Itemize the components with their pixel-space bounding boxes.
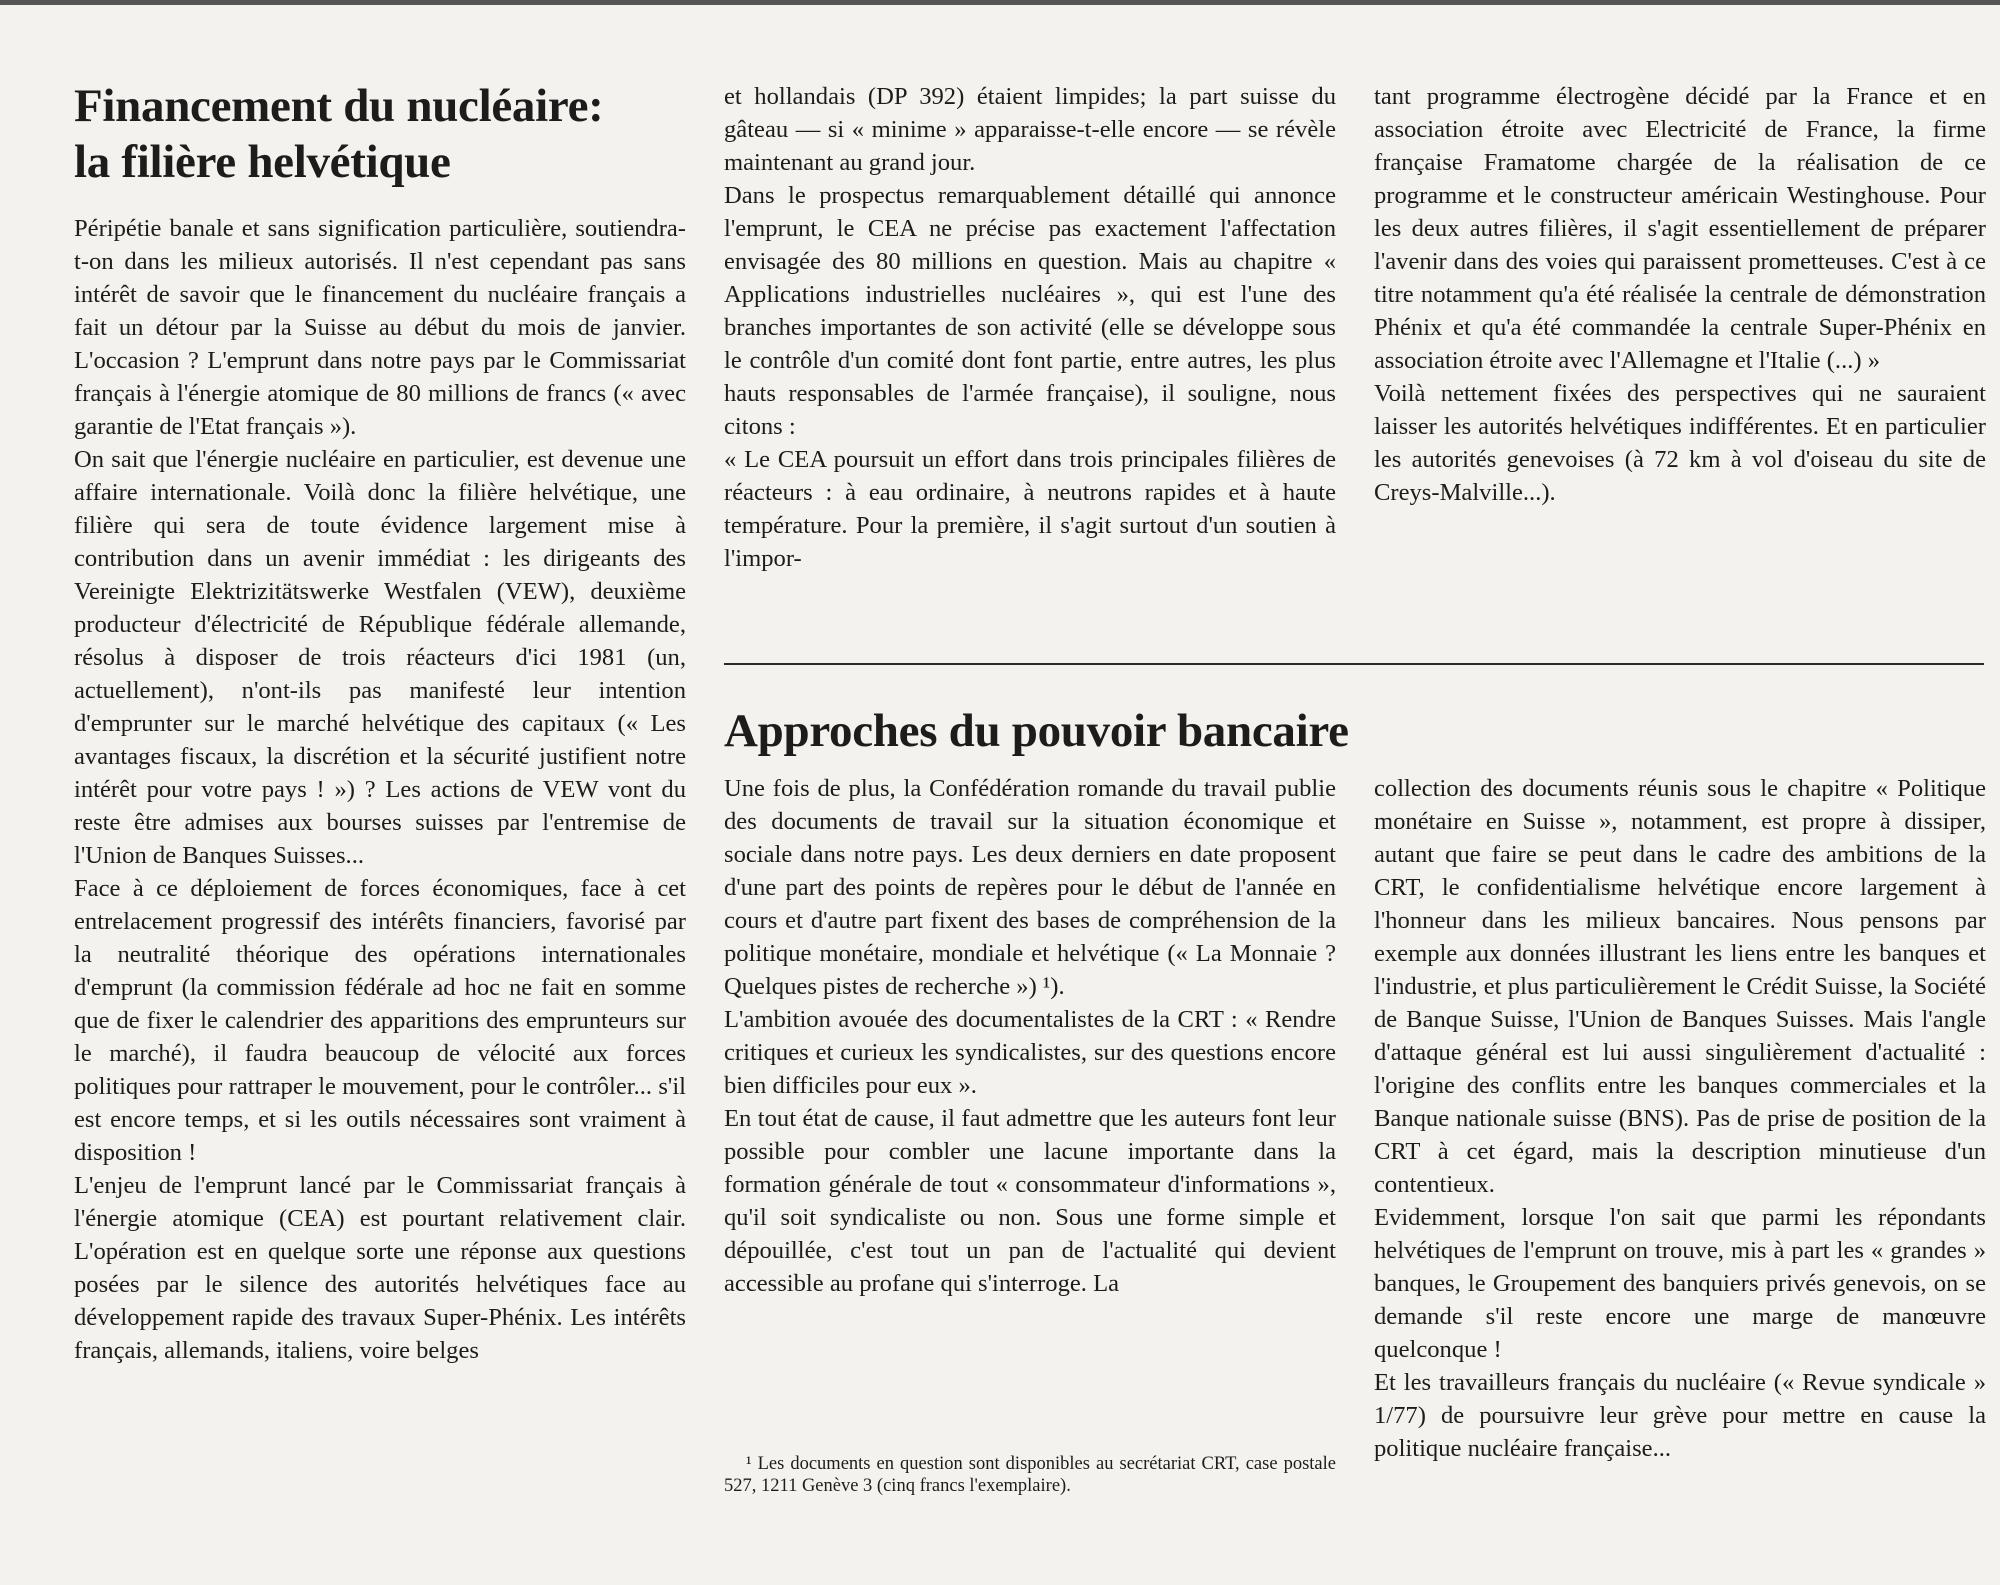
section-divider-rule [724,663,1984,665]
paragraph: Dans le prospectus remarquablement détaillé qui annonce l'emprunt, le CEA ne précise pas exactement l'affectation envisagée des 80 millions en question. Mais au chapitre « Applications industrielles nucléaires », qui est l'une des branches importantes de son activité (elle se développe sous le contrôle d'un comité dont font partie, entre autres, les plus hauts responsables de l'armée française), il souligne, nous citons : [724,182,1336,440]
paragraph: et hollandais (DP 392) étaient limpides; la part suisse du gâteau — si « minime » apparaisse-t-elle encore — se révèle maintenant au grand jour. [724,83,1336,176]
article1-column-3 [1374,80,1986,509]
paragraph: Evidemment, lorsque l'on sait que parmi les répondants helvétiques de l'emprunt on trouve, mis à part les « grandes » banques, le Groupement des banquiers privés genevois, on se demande s'il reste encore une marge de manœuvre quelconque ! [1374,1204,1986,1363]
paragraph: En tout état de cause, il faut admettre que les auteurs font leur possible pour combler une lacune importante dans la formation générale de tout « consommateur d'informations », qu'il soit syndicaliste ou non. Sous une forme simple et dépouillée, c'est tout un pan de l'actualité qui devient accessible au profane qui s'interroge. La [724,1105,1336,1297]
paragraph: L'enjeu de l'emprunt lancé par le Commissariat français à l'énergie atomique (CEA) est pourtant relativement clair. L'opération est en quelque sorte une réponse aux questions posées par le silence des autorités helvétiques face au développement rapide des travaux Super-Phénix. Les intérêts français, allemands, italiens, voire belges [74,1172,686,1364]
article2-column-1 [724,772,1336,1300]
article2-column-2 [1374,772,1986,1465]
article-title-pouvoir-bancaire: Approches du pouvoir bancaire [724,705,1349,757]
article1-column-2 [724,80,1336,575]
paragraph: Voilà nettement fixées des perspectives qui ne sauraient laisser les autorités helvétiques indifférentes. Et en particulier les autorités genevoises (à 72 km à vol d'oiseau du site de Creys-Malville...). [1374,380,1986,506]
paragraph: L'ambition avouée des documentalistes de la CRT : « Rendre critiques et curieux les syndicalistes, sur des questions encore bien difficiles pour eux ». [724,1006,1336,1099]
article-title-financement [74,78,686,190]
title-line-1: Financement du nucléaire: [74,80,604,132]
top-border-rule [0,0,2000,5]
article1-column-1 [74,212,686,1367]
paragraph: Péripétie banale et sans signification particulière, soutiendra-t-on dans les milieux autorisés. Il n'est cependant pas sans intérêt de savoir que le financement du nucléaire français a fait un détour par la Suisse au début du mois de janvier. L'occasion ? L'emprunt dans notre pays par le Commissariat français à l'énergie atomique de 80 millions de francs (« avec garantie de l'Etat français »). [74,215,686,440]
title-line-2: la filière helvétique [74,136,451,188]
footnote: ¹ Les documents en question sont disponibles au secrétariat CRT, case postale 527, 1211 Genève 3 (cinq francs l'exemplaire). [724,1454,1336,1496]
paragraph: « Le CEA poursuit un effort dans trois principales filières de réacteurs : à eau ordinaire, à neutrons rapides et à haute température. Pour la première, il s'agit surtout d'un soutien à l'impor- [724,446,1336,572]
paragraph: On sait que l'énergie nucléaire en particulier, est devenue une affaire internationale. Voilà donc la filière helvétique, une filière qui sera de toute évidence largement mise à contribution dans un avenir immédiat : les dirigeants des Vereinigte Elektrizitätswerke Westfalen (VEW), deuxième producteur d'électricité de République fédérale allemande, résolus à disposer de trois réacteurs d'ici 1981 (un, actuellement), n'ont-ils pas manifesté leur intention d'emprunter sur le marché helvétique des capitaux (« Les avantages fiscaux, la discrétion et la sécurité justifient notre intérêt pour votre pays ! ») ? Les actions de VEW vont du reste être admises aux bourses suisses par l'entremise de l'Union de Banques Suisses... [74,446,686,869]
paragraph: tant programme électrogène décidé par la France et en association étroite avec Electricité de France, la firme française Framatome chargée de la réalisation de ce programme et le constructeur américain Westinghouse. Pour les deux autres filières, il s'agit essentiellement de préparer l'avenir dans des voies qui paraissent prometteuses. C'est à ce titre notamment qu'a été réalisée la centrale de démonstration Phénix et qu'a été commandée la centrale Super-Phénix en association étroite avec l'Allemagne et l'Italie (...) » [1374,83,1986,374]
paragraph: collection des documents réunis sous le chapitre « Politique monétaire en Suisse », notamment, est propre à dissiper, autant que faire se peut dans le cadre des ambitions de la CRT, le confidentialisme helvétique encore largement à l'honneur dans les milieux bancaires. Nous pensons par exemple aux données illustrant les liens entre les banques et l'industrie, et plus particulièrement le Crédit Suisse, la Société de Banque Suisse, l'Union de Banques Suisses. Mais l'angle d'attaque général est lui aussi singulièrement d'actualité : l'origine des conflits entre les banques commerciales et la Banque nationale suisse (BNS). Pas de prise de position de la CRT à cet égard, mais la description minutieuse d'un contentieux. [1374,775,1986,1198]
paragraph: Face à ce déploiement de forces économiques, face à cet entrelacement progressif des intérêts financiers, favorisé par la neutralité théorique des opérations internationales d'emprunt (la commission fédérale ad hoc ne fait en somme que de fixer le calendrier des apparitions des emprunteurs sur le marché), il faudra beaucoup de vélocité aux forces politiques pour rattraper le mouvement, pour le contrôler... s'il est encore temps, et si les outils nécessaires sont vraiment à disposition ! [74,875,686,1166]
paragraph: Une fois de plus, la Confédération romande du travail publie des documents de travail sur la situation économique et sociale dans notre pays. Les deux derniers en date proposent d'une part des points de repères pour le début de l'année en cours et d'autre part fixent des bases de compréhension de la politique monétaire, mondiale et helvétique (« La Monnaie ? Quelques pistes de recherche ») ¹). [724,775,1336,1000]
paragraph: Et les travailleurs français du nucléaire (« Revue syndicale » 1/77) de poursuivre leur grève pour mettre en cause la politique nucléaire française... [1374,1369,1986,1462]
